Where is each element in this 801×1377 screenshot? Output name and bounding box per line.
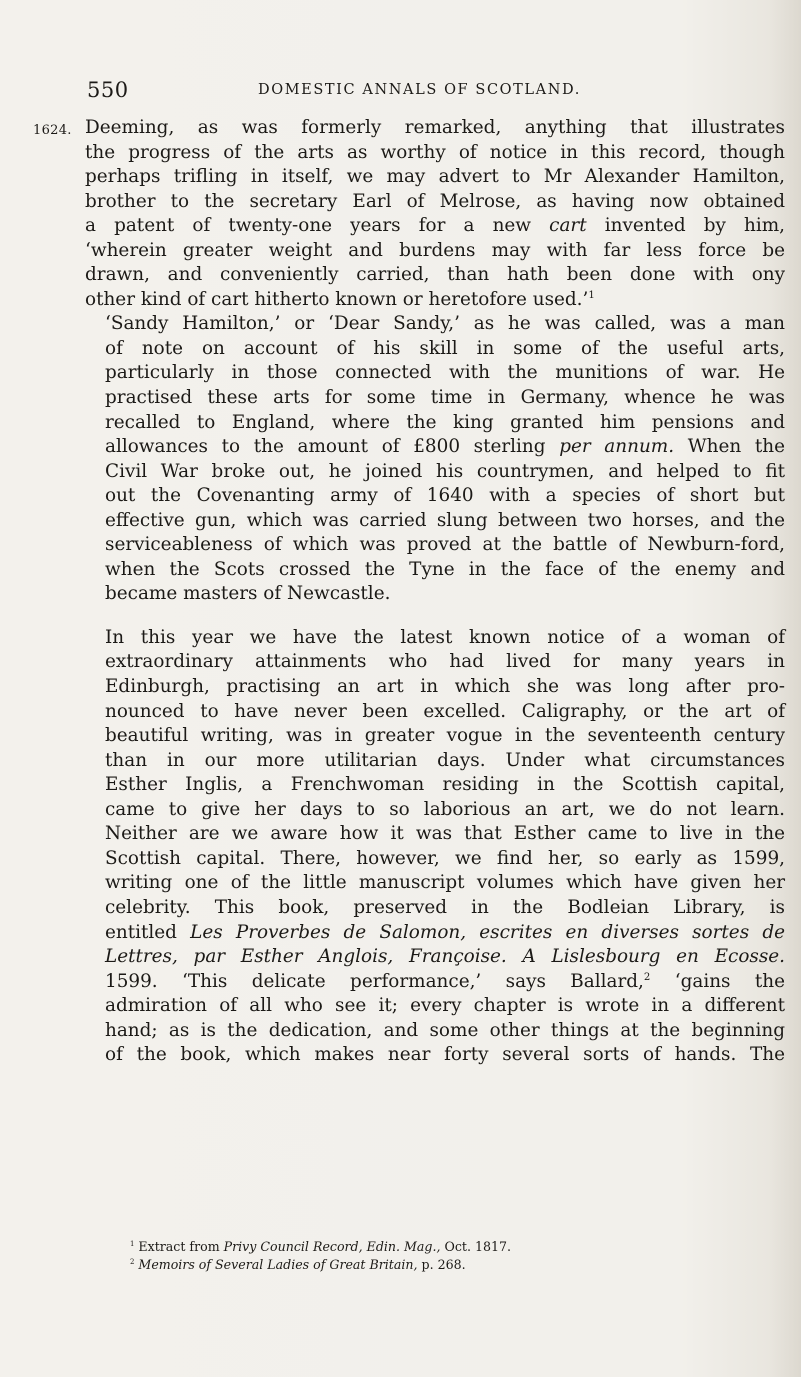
text-line: extraordinary attainments who had lived for many years in	[105, 651, 785, 673]
text-line: allowances to the amount of £800 sterling per annum. When the	[105, 436, 785, 458]
text-line: Esther Inglis, a Frenchwoman residing in the Scottish capital,	[105, 774, 785, 796]
text-line: drawn, and conveniently carried, than hath been done with ony	[85, 264, 785, 286]
text-line: than in our more utilitarian days. Under what circumstances	[105, 749, 785, 771]
page-header	[0, 78, 801, 108]
text-line: beautiful writing, was in greater vogue in the seventeenth century	[105, 725, 785, 747]
paragraph-1	[85, 116, 785, 312]
paragraph-3	[85, 626, 785, 1068]
text-line	[85, 945, 785, 970]
text-line: nounced to have never been excelled. Caligraphy, or the art of	[105, 700, 785, 722]
text-line: became masters of Newcastle.	[105, 583, 391, 605]
text-line: Edinburgh, practising an art in which she was long after pro-	[105, 676, 785, 698]
text-line: serviceableness of which was proved at the battle of Newburn-ford,	[105, 534, 785, 556]
body-text	[85, 116, 785, 1068]
text-line: of note on account of his skill in some of the useful arts,	[105, 337, 785, 359]
text-line: Neither are we aware how it was that Esther came to live in the	[105, 823, 785, 845]
italic-cart: cart	[549, 215, 587, 237]
text-line: practised these arts for some time in Germany, whence he was	[105, 387, 785, 409]
text-line: the progress of the arts as worthy of notice in this record, though	[85, 141, 785, 163]
text-line: perhaps trifling in itself, we may advert to Mr Alexander Hamilton,	[85, 166, 785, 188]
text-line: particularly in those connected with the munitions of war. He	[105, 362, 785, 384]
text-line: writing one of the little manuscript volumes which have given her	[105, 872, 785, 894]
italic-book-title: Les Proverbes de Salomon, escrites en diverses sortes de	[190, 921, 785, 943]
italic-book-title-cont: Lettres, par Esther Anglois, Françoise. A Lislesbourg en Ecosse.	[105, 946, 785, 968]
text-line: Deeming, as was formerly remarked, anything that illustrates	[85, 117, 785, 138]
text-line: when the Scots crossed the Tyne in the face of the enemy and	[105, 558, 785, 580]
text-line: out the Covenanting army of 1640 with a species of short but	[105, 485, 785, 507]
text-line: brother to the secretary Earl of Melrose, as having now obtained	[85, 190, 785, 212]
text-line: hand; as is the dedication, and some other things at the beginning	[105, 1019, 785, 1041]
text-line: ‘Sandy Hamilton,’ or ‘Dear Sandy,’ as he was called, was a man	[105, 313, 785, 335]
text-line: celebrity. This book, preserved in the Bodleian Library, is	[105, 896, 785, 918]
text-line: effective gun, which was carried slung between two horses, and the	[105, 509, 785, 531]
footnote-2: $^2$ Memoirs of Several Ladies of Great Britain, p. 268.	[130, 1256, 466, 1272]
italic-per-annum: per annum.	[559, 436, 675, 458]
running-head: DOMESTIC ANNALS OF SCOTLAND.	[258, 82, 581, 98]
text-line: other kind of cart hitherto known or heretofore used.’$^1$	[85, 288, 595, 310]
text-line: of the book, which makes near forty several sorts of hands. The	[105, 1044, 785, 1066]
text-line: Civil War broke out, he joined his countrymen, and helped to fit	[105, 460, 785, 482]
text-line: 1599. ‘This delicate performance,’ says Ballard,$^2$ ‘gains the	[105, 970, 785, 992]
text-line: admiration of all who see it; every chapter is wrote in a different	[105, 995, 785, 1017]
paragraph-2	[85, 312, 785, 607]
text-line: Scottish capital. There, however, we find her, so early as 1599,	[105, 847, 785, 869]
text-line: In this year we have the latest known notice of a woman of	[105, 626, 785, 648]
text-line: a patent of twenty-one years for a new cart invented by him,	[85, 215, 785, 237]
margin-year-note: 1624.	[33, 123, 72, 138]
text-line: ‘wherein greater weight and burdens may with far less force be	[85, 239, 785, 261]
footnote-ref-2: 2	[643, 971, 651, 983]
footnotes	[130, 1238, 770, 1273]
text-line: recalled to England, where the king granted him pensions and	[105, 411, 785, 433]
footnote-1: $^1$ Extract from Privy Council Record, Edin. Mag., Oct. 1817.	[130, 1239, 512, 1254]
text-line: came to give her days to so laborious an art, we do not learn.	[105, 798, 785, 820]
footnote-ref-1: 1	[588, 289, 595, 301]
text-line: entitled Les Proverbes de Salomon, escrites en diverses sortes de	[105, 921, 785, 943]
page-number: 550	[87, 78, 129, 102]
